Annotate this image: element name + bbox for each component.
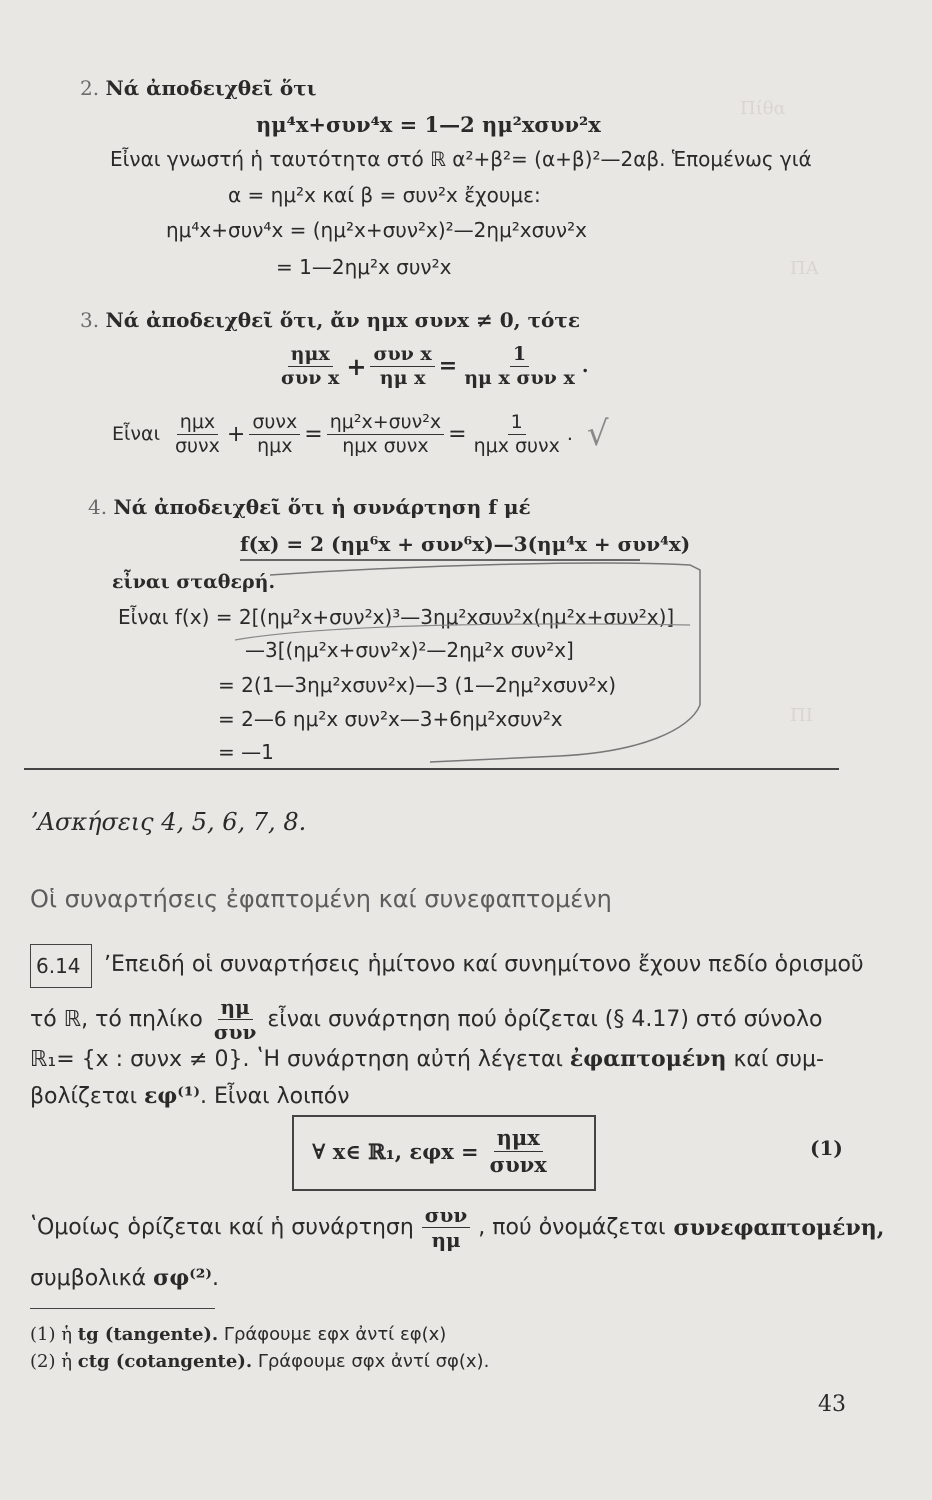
fraction: $\frac{\text{ημx}}{\text{συν x}}$ <box>281 343 340 389</box>
fraction: $\frac{\text{συνx}}{\text{ημx}}$ <box>249 412 300 457</box>
exercise-4-proof-line: = 2—6 ημ²x συν²x—3+6ημ²xσυν²x <box>218 707 563 731</box>
exercise-2-proof-line: ημ⁴x+συν⁴x = (ημ²x+συν²x)²—2ημ²xσυν²x <box>166 218 587 242</box>
bleed-through-text: ΠΑ <box>790 258 819 279</box>
bleed-through-text: Πίθα <box>740 98 786 119</box>
paragraph-line: βολίζεται εφ⁽¹⁾. Εἶναι λοιπόν <box>30 1083 350 1109</box>
paragraph-number: 6.14 <box>36 954 81 978</box>
exercise-number: 4. <box>88 495 108 519</box>
exercise-2-proof-line: α = ημ²x καί β = συν²x ἔχουμε: <box>228 183 541 207</box>
section-divider <box>24 768 839 770</box>
exercise-4-function: f(x) = 2 (ημ⁶x + συν⁶x)—3(ημ⁴x + συν⁴x) <box>240 532 691 556</box>
tangent-definition: ∀ x∈ ℝ₁, εφx = $\frac{\text{ημx}}{\text{συνx}}$ <box>312 1122 554 1180</box>
footnote-1: (1) ἡ tg (tangente). Γράφουμε εφx ἀντί εφ(x) <box>30 1324 447 1345</box>
fraction: $\frac{1}{\text{ημ x συν x}}$ <box>464 343 575 389</box>
fraction: $\frac{1}{\text{ημx συνx}}$ <box>473 411 560 457</box>
exercise-4-proof-line: Εἶναι f(x) = 2[(ημ²x+συν²x)³—3ημ²xσυν²x(ημ²x+συν²x)] <box>118 605 675 629</box>
section-title: Οἱ συναρτήσεις ἐφαπτομένη καί συνεφαπτομένη <box>30 885 612 913</box>
equation-number: (1) <box>810 1136 843 1160</box>
exercise-number: 3. <box>80 308 100 332</box>
fraction: $\frac{\text{ημx}}{\text{συνx}}$ <box>489 1125 547 1177</box>
exercise-3-proof: Εἶναι $\frac{\text{ημx}}{\text{συνx}}$ + $\frac{\text{συνx}}{\text{ημx}}$ = $\frac{\text{ημ²x+συν²x}}{\text{ημx συνx}}$ = $\frac{1}{\text{ημx συνx}}$ . √ <box>112 411 609 457</box>
paragraph-line: ʽΟμοίως ὁρίζεται καί ἡ συνάρτηση $\frac{\text{συν}}{\eta\mu}$ , πού ὀνομάζεται συνεφαπτομένη, <box>30 1203 885 1252</box>
exercise-4-constant: εἶναι σταθερή. <box>112 571 276 593</box>
exercise-2-statement: ημ⁴x+συν⁴x = 1—2 ημ²xσυν²x <box>256 112 601 137</box>
exercise-2-proof-line: = 1—2ημ²x συν²x <box>276 255 452 279</box>
exercise-3-statement: $\frac{\text{ημx}}{\text{συν x}}$ + $\frac{\text{συν x}}{\text{ημ x}}$ = $\frac{1}{\text{ημ x συν x}}$ . <box>274 344 588 389</box>
check-mark-icon: √ <box>586 414 609 455</box>
exercise-4-proof-line: —3[(ημ²x+συν²x)²—2ημ²x συν²x] <box>245 638 574 662</box>
exercise-2-proof-line: Εἶναι γνωστή ἡ ταυτότητα στό ℝ α²+β²= (α+β)²—2αβ. Ἑπομένως γιά <box>110 147 812 171</box>
fraction: $\frac{\eta\mu}{\text{συν}}$ <box>213 995 257 1044</box>
bleed-through-text: ΠΙ <box>790 705 813 726</box>
footnote-2: (2) ἡ ctg (cotangente). Γράφουμε σφx ἀντί σφ(x). <box>30 1351 490 1372</box>
exercise-title: Νά ἀποδειχθεῖ ὅτι <box>105 76 317 100</box>
page-number: 43 <box>818 1392 846 1417</box>
paragraph-line: τό ℝ, τό πηλίκο $\frac{\eta\mu}{\text{συν}}$ εἶναι συνάρτηση πού ὁρίζεται (§ 4.17) στό σύνολο <box>30 995 823 1044</box>
exercise-4-proof-line: = 2(1—3ημ²xσυν²x)—3 (1—2ημ²xσυν²x) <box>218 673 617 697</box>
paragraph-line: ʼΕπειδή οἱ συναρτήσεις ἡμίτονο καί συνημίτονο ἔχουν πεδίο ὁρισμοῦ <box>104 952 864 977</box>
exercise-title: Νά ἀποδειχθεῖ ὅτι ἡ συνάρτηση f μέ <box>113 495 531 519</box>
paragraph-line: ℝ₁= {x : συνx ≠ 0}. ʽΗ συνάρτηση αὐτή λέγεται ἐφαπτομένη καί συμ- <box>30 1046 824 1072</box>
exercise-number: 2. <box>80 76 100 100</box>
paragraph-line: συμβολικά σφ⁽²⁾. <box>30 1265 219 1291</box>
exercise-4-proof-line: = —1 <box>218 740 274 764</box>
fraction: $\frac{\text{συν x}}{\text{ημ x}}$ <box>370 344 434 389</box>
fraction: $\frac{\text{συν}}{\eta\mu}$ <box>422 1204 471 1251</box>
fraction: $\frac{\text{ημx}}{\text{συνx}}$ <box>175 411 220 457</box>
footnote-divider <box>30 1308 215 1309</box>
fraction: $\frac{\text{ημ²x+συν²x}}{\text{ημx συνx}}$ <box>327 412 444 457</box>
exercise-title: Νά ἀποδειχθεῖ ὅτι, ἄν ημx συνx ≠ 0, τότε <box>105 308 580 332</box>
exercises-reference: ʼΑσκήσεις 4, 5, 6, 7, 8. <box>30 808 307 836</box>
